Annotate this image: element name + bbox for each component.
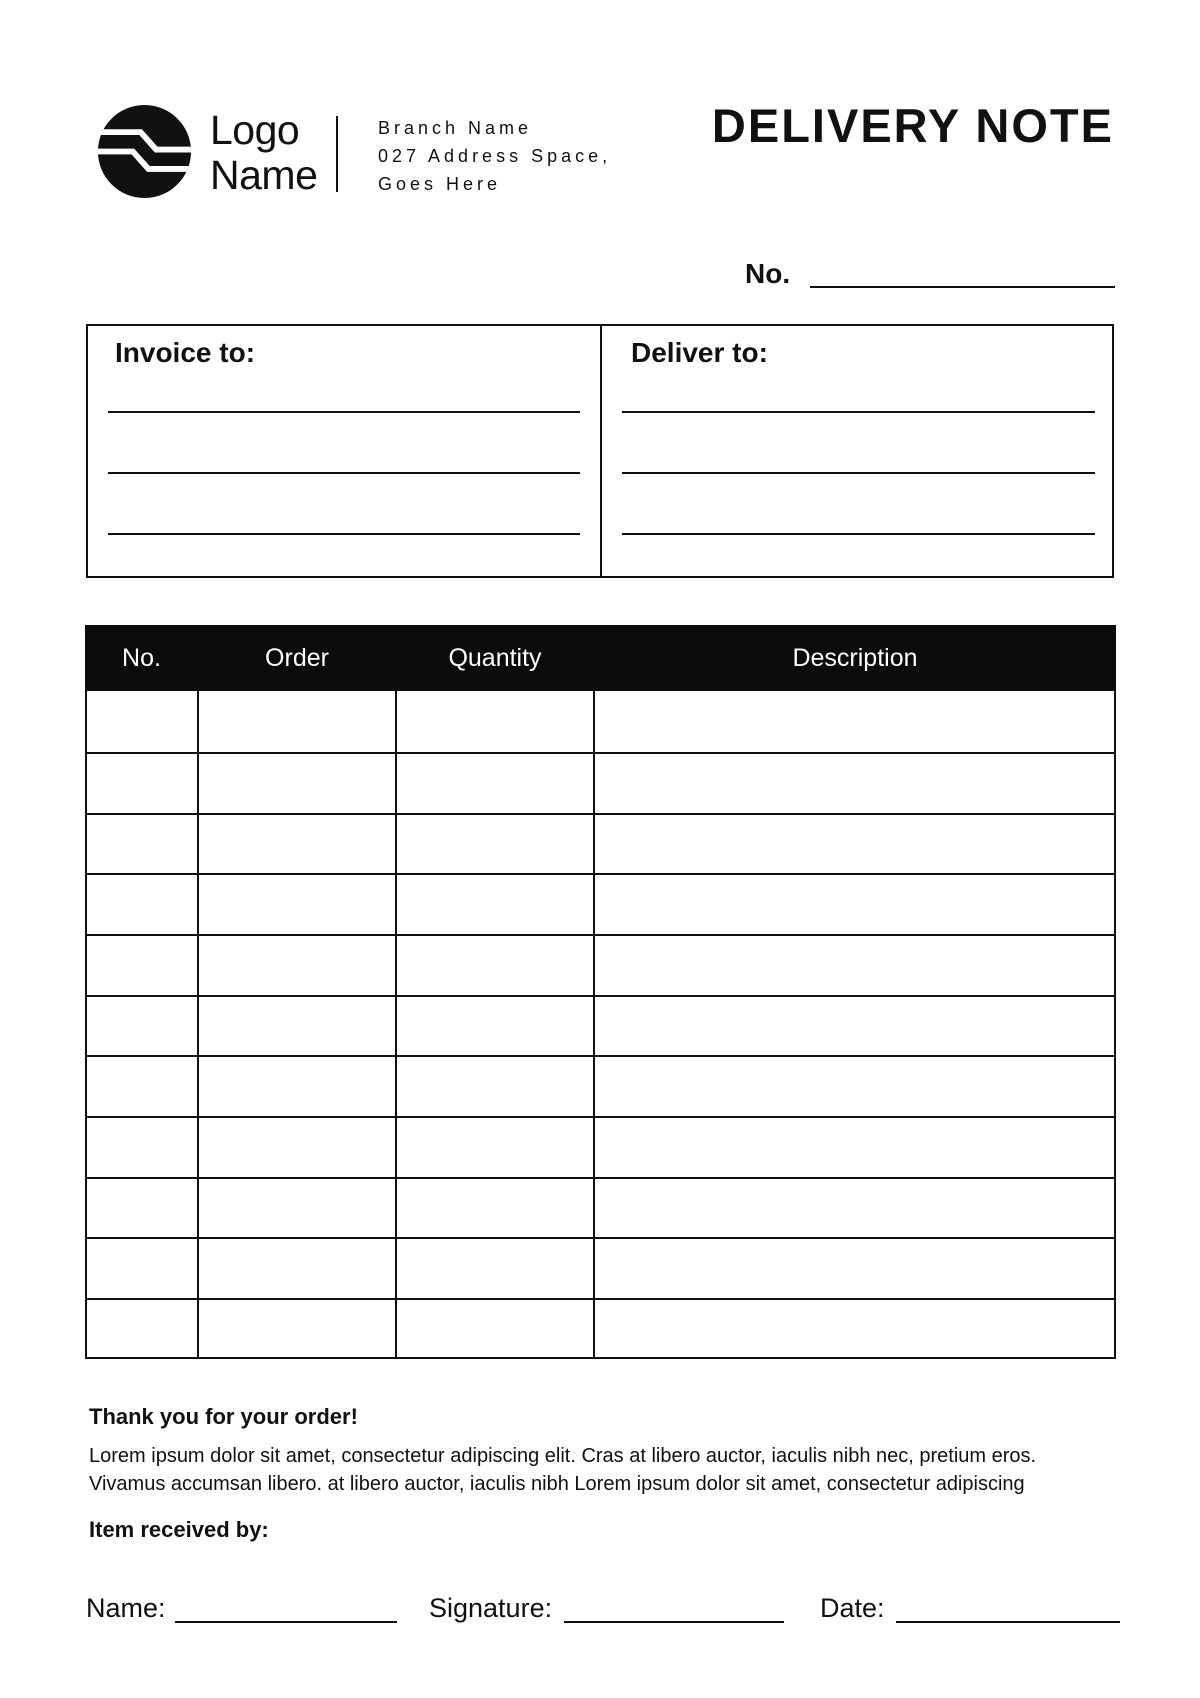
branch-info (378, 114, 611, 198)
received-by-heading: Item received by: (89, 1517, 269, 1542)
column-header-quantity: Quantity (448, 644, 542, 672)
invoice-to-label: Invoice to: (115, 337, 256, 368)
table-row-divider (85, 934, 1116, 936)
deliver-address-line[interactable] (622, 533, 1095, 535)
logo-circle-icon (96, 103, 193, 200)
name-field[interactable] (175, 1621, 397, 1623)
footer-body-line-2: Vivamus accumsan libero. at libero auctor, iaculis nibh Lorem ipsum dolor sit amet, consectetur adipiscing (89, 1473, 1025, 1495)
date-label: Date: (820, 1593, 885, 1623)
logo-name (210, 108, 317, 198)
table-row-divider (85, 813, 1116, 815)
invoice-address-line[interactable] (108, 472, 580, 474)
deliver-to-label: Deliver to: (631, 337, 768, 368)
table-row-divider (85, 1298, 1116, 1300)
name-label: Name: (86, 1593, 166, 1623)
table-row-divider (85, 1116, 1116, 1118)
footer-body-line-1: Lorem ipsum dolor sit amet, consectetur adipiscing elit. Cras at libero auctor, iaculis nibh nec, pretium eros. (89, 1445, 1037, 1467)
column-divider (593, 691, 595, 1359)
header-divider (336, 116, 338, 192)
logo-line-1: Logo (210, 107, 300, 153)
deliver-address-line[interactable] (622, 472, 1095, 474)
table-row-divider (85, 1237, 1116, 1239)
branch-address-line-1: 027 Address Space, (378, 146, 612, 166)
footer-body-text (89, 1442, 1119, 1498)
document-title: DELIVERY NOTE (711, 99, 1114, 152)
column-divider (197, 691, 199, 1359)
note-number-field[interactable] (810, 286, 1115, 288)
signature-label: Signature: (429, 1593, 553, 1623)
column-header-description: Description (792, 644, 918, 672)
column-header-order: Order (265, 644, 329, 672)
branch-address-line-2: Goes Here (378, 174, 502, 194)
note-number-label: No. (745, 258, 791, 289)
branch-name: Branch Name (378, 118, 533, 138)
thank-you-heading: Thank you for your order! (89, 1404, 358, 1429)
address-box-divider (600, 324, 602, 578)
invoice-address-line[interactable] (108, 533, 580, 535)
column-header-no: No. (122, 644, 161, 672)
date-field[interactable] (896, 1621, 1120, 1623)
table-row-divider (85, 1177, 1116, 1179)
table-row-divider (85, 1055, 1116, 1057)
table-row-divider (85, 873, 1116, 875)
table-row-divider (85, 995, 1116, 997)
signature-field[interactable] (564, 1621, 784, 1623)
column-divider (395, 691, 397, 1359)
table-row-divider (85, 752, 1116, 754)
deliver-address-line[interactable] (622, 411, 1095, 413)
items-table-body (85, 691, 1116, 1359)
invoice-address-line[interactable] (108, 411, 580, 413)
logo-line-2: Name (210, 152, 318, 198)
